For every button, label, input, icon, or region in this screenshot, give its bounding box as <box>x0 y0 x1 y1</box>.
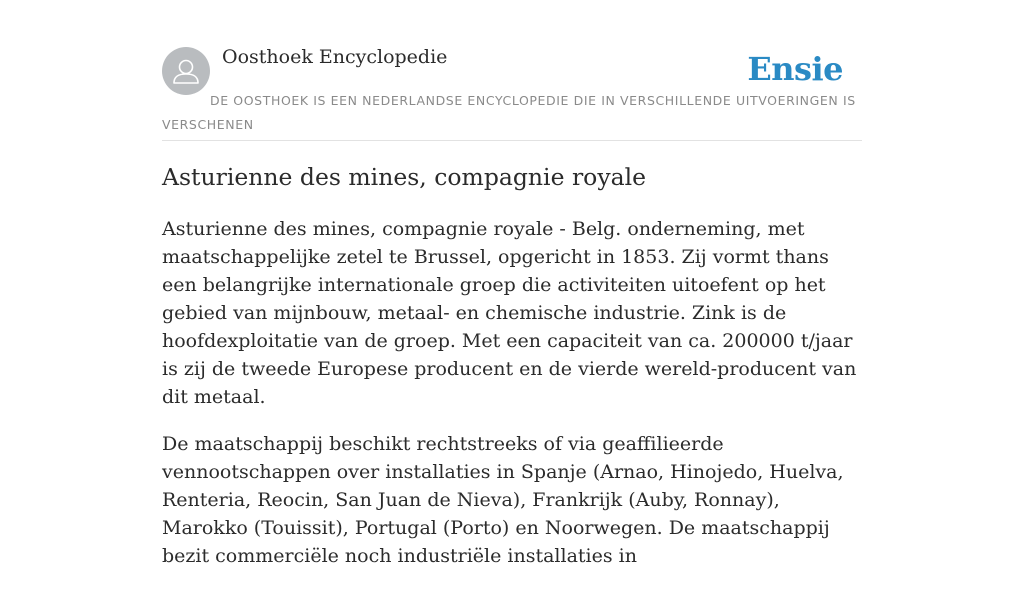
site-name-link[interactable]: Oosthoek Encyclopedie <box>222 46 448 68</box>
site-description-text: DE OOSTHOEK IS EEN NEDERLANDSE ENCYCLOPEDIE DIE IN VERSCHILLENDE UITVOERINGEN IS VERSCHENEN <box>162 93 856 132</box>
article-body <box>162 215 862 589</box>
article-paragraph: Asturienne des mines, compagnie royale - Belg. onderneming, met maatschappelijke zetel te Brussel, opgericht in 1853. Zij vormt thans een belangrijke internationale groep die activiteiten uitoefent op het gebied van mijnbouw, metaal- en chemische industrie. Zink is de hoofdexploitatie van de groep. Met een capaciteit van ca. 200000 t/jaar is zij de tweede Europese producent en de vierde wereld-producent van dit metaal. <box>162 218 857 408</box>
page <box>162 0 862 567</box>
user-avatar-icon[interactable] <box>162 47 210 95</box>
article-title: Asturienne des mines, compagnie royale <box>162 163 647 191</box>
site-description <box>162 89 862 137</box>
site-header <box>162 0 862 141</box>
brand-logo-link[interactable]: Ensie <box>747 50 843 88</box>
article-paragraph: De maatschappij beschikt rechtstreeks of via geaffilieerde vennootschappen over installaties in Spanje (Arnao, Hinojedo, Huelva, Renteria, Reocin, San Juan de Nieva), Frankrijk (Auby, Ronnay), Marokko (Touissit), Portugal (Porto) en Noorwegen. De maatschappij bezit commerciële noch industriële installaties in <box>162 433 844 567</box>
